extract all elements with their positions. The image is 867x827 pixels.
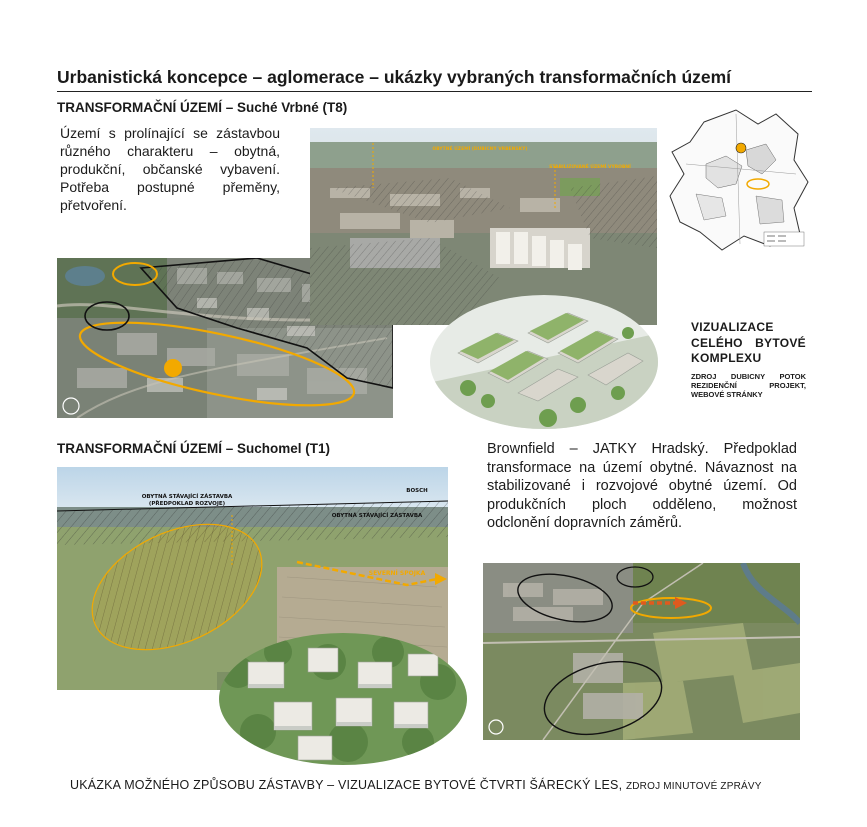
footer-caption [70,778,762,792]
photo-label-existing: OBYTNÁ STÁVAJÍCÍ ZÁSTAVBA [141,494,233,500]
section1-description: Území s prolínající se zástavbou různého charakteru – obytná, produkční, občanské vybavení. Potřeba postupné přeměny, přetvoření. [60,125,280,213]
aerial-map-suchomel [483,563,800,740]
page-title: Urbanistická koncepce – aglomerace – ukázky vybraných transformačních území [57,66,812,92]
photo-label-existing-sub: (PŘEDPOKLAD ROZVOJE) [148,501,226,507]
photo-label-b: STABILIZOVANÉ ÚZEMÍ VÝROBNÍ [549,165,631,170]
section1-heading: TRANSFORMAČNÍ ÚZEMÍ – Suché Vrbné (T8) [57,100,348,115]
footer-main: UKÁZKA MOŽNÉHO ZPŮSOBU ZÁSTAVBY – VIZUALIZACE BYTOVÉ ČTVRTI ŠÁRECKÝ LES, [70,778,623,792]
section2-heading: TRANSFORMAČNÍ ÚZEMÍ – Suchomel (T1) [57,441,331,456]
photo-label-road: SEVERNÍ SPOJKA [368,570,426,577]
photo-label-existing2: OBYTNÁ STÁVAJÍCÍ ZÁSTAVBA [331,513,423,519]
photo-label-bosch: BOSCH [406,488,428,494]
visualization-caption-title: VIZUALIZACE CELÉHO BYTOVÉ KOMPLEXU [691,320,806,365]
visualization-caption-source: ZDROJ DUBICNY POTOK REZIDENČNÍ PROJEKT, WEBOVÉ STRÁNKY [691,372,806,399]
visualization-housing-complex [428,293,660,431]
visualization-residential-quarter [218,632,468,767]
location-map-city [666,104,814,254]
footer-source: ZDROJ MINUTOVÉ ZPRÁVY [625,781,762,792]
photo-label-a: OBYTNÉ ÚZEMÍ (DUBICNÝ VRBENSKÝ) [432,147,528,152]
section2-description: Brownfield – JATKY Hradský. Předpoklad transformace na území obytné. Návaznost na stabilizované i rozvojové obytné území. Od produkčních ploch odděleno, možnost odclonění dopravních záměrů. [487,441,797,531]
